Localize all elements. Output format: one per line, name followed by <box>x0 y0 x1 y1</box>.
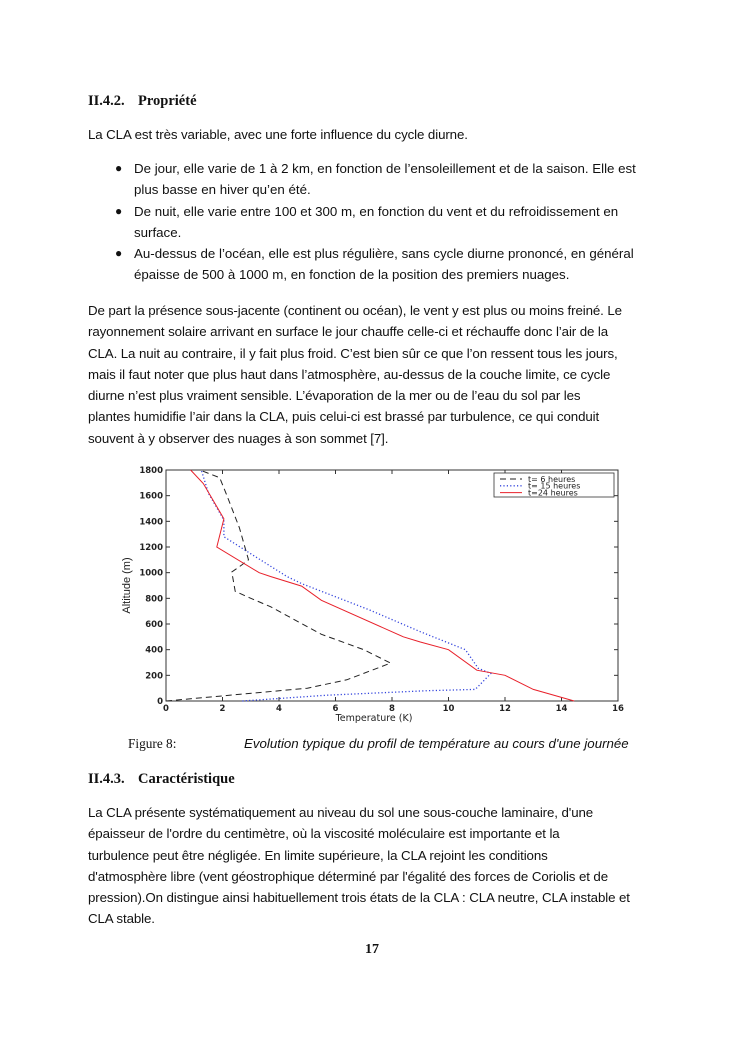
x-tick-label: 0 <box>163 704 169 714</box>
x-tick-label: 14 <box>555 704 568 714</box>
bullet-item <box>88 158 668 201</box>
x-tick-label: 10 <box>442 704 455 714</box>
paragraph-line: plantes humidifie l’air dans la CLA, puis celui-ci est brassé par turbulence, ce qui conduit <box>88 409 600 425</box>
figure-caption: Evolution typique du profil de température au cours d'une journée <box>244 736 629 751</box>
body-paragraph-1 <box>88 300 668 449</box>
y-tick-label: 1000 <box>139 568 163 579</box>
bullet-line: plus basse en hiver qu’en été. <box>134 182 311 198</box>
legend-label: t= 15 heures <box>528 481 581 491</box>
y-tick-label: 600 <box>145 620 163 630</box>
paragraph-line: CLA stable. <box>88 911 155 927</box>
y-axis-label: Altitude (m) <box>121 557 133 614</box>
y-tick-label: 1800 <box>139 466 163 476</box>
bullet-item <box>88 201 668 244</box>
legend-label: t= 6 heures <box>528 474 576 484</box>
y-tick-label: 0 <box>157 697 163 707</box>
x-tick-label: 6 <box>332 704 339 714</box>
x-tick-label: 8 <box>389 704 395 714</box>
x-axis-label: Temperature (K) <box>335 713 413 724</box>
y-tick-label: 800 <box>145 594 163 605</box>
bullet-line: Au-dessus de l’océan, elle est plus régulière, sans cycle diurne prononcé, en général <box>134 246 634 262</box>
y-tick-label: 1200 <box>139 543 163 553</box>
paragraph-line: CLA. La nuit au contraire, il y fait plus froid. C’est bien sûr ce que l’on ressent tous les jours, <box>88 345 618 361</box>
body-paragraph-2 <box>88 802 668 930</box>
bullet-line: surface. <box>134 224 182 240</box>
section-title: Propriété <box>138 93 197 109</box>
x-tick-label: 12 <box>499 704 511 714</box>
paragraph-line: souvent à y observer des nuages à son sommet [7]. <box>88 430 389 446</box>
section-number: II.4.2. <box>88 93 125 109</box>
paragraph-line: diurne n’est plus vraiment sensible. L’évaporation de la mer ou de l’eau du sol par les <box>88 388 581 404</box>
intro-paragraph <box>88 124 668 145</box>
legend-label: t=24 heures <box>528 488 578 498</box>
paragraph-line: d'atmosphère libre (vent géostrophique déterminé par l'égalité des forces de Coriolis et de <box>88 868 609 884</box>
intro-text: La CLA est très variable, avec une forte influence du cycle diurne. <box>88 127 468 142</box>
figure-label: Figure 8: <box>128 736 177 751</box>
section-title: Caractéristique <box>138 771 235 787</box>
paragraph-line: De part la présence sous-jacente (continent ou océan), le vent y est plus ou moins freiné. Le <box>88 303 622 318</box>
y-tick-label: 200 <box>145 671 163 682</box>
bullet-icon: ● <box>115 246 123 261</box>
section-heading-caracteristique <box>88 771 235 788</box>
y-tick-label: 400 <box>145 645 163 656</box>
bullet-line: épaisse de 500 à 1000 m, en fonction de la position des premiers nuages. <box>134 267 570 283</box>
x-tick-label: 4 <box>276 704 282 714</box>
bullet-icon: ● <box>115 161 123 175</box>
plot-area <box>166 470 618 701</box>
paragraph-line: turbulence peut être négligée. En limite supérieure, la CLA rejoint les conditions <box>88 847 548 863</box>
paragraph-line: pression).On distingue ainsi habituellement trois états de la CLA : CLA neutre, CLA instable et <box>88 890 630 906</box>
bullet-list <box>88 158 668 286</box>
bullet-line: De jour, elle varie de 1 à 2 km, en fonction de l’ensoleillement et de la saison. Elle est <box>134 161 636 176</box>
bullet-item <box>88 243 668 286</box>
section-heading-propriete <box>88 93 197 110</box>
paragraph-line: épaisseur de l'ordre du centimètre, où la viscosité moléculaire est importante et la <box>88 826 560 842</box>
x-tick-label: 2 <box>219 704 226 714</box>
temperature-profile-chart <box>110 462 630 726</box>
plot-frame <box>166 470 618 701</box>
x-tick-label: 16 <box>612 704 624 714</box>
bullet-icon: ● <box>115 203 123 218</box>
bullet-line: De nuit, elle varie entre 100 et 300 m, en fonction du vent et du refroidissement en <box>134 203 619 219</box>
section-number: II.4.3. <box>88 771 125 787</box>
y-tick-label: 1600 <box>139 491 163 502</box>
chart-legend <box>494 473 614 497</box>
paragraph-line: rayonnement solaire arrivant en surface le jour chauffe celle-ci et réchauffe donc l’air de la <box>88 324 609 340</box>
paragraph-line: La CLA présente systématiquement au niveau du sol une sous-couche laminaire, d'une <box>88 805 594 820</box>
paragraph-line: mais il faut noter que plus haut dans l’atmosphère, au-dessus de la couche limite, ce cycle <box>88 366 611 382</box>
y-tick-label: 1400 <box>139 517 163 528</box>
page-number: 17 <box>365 942 379 957</box>
